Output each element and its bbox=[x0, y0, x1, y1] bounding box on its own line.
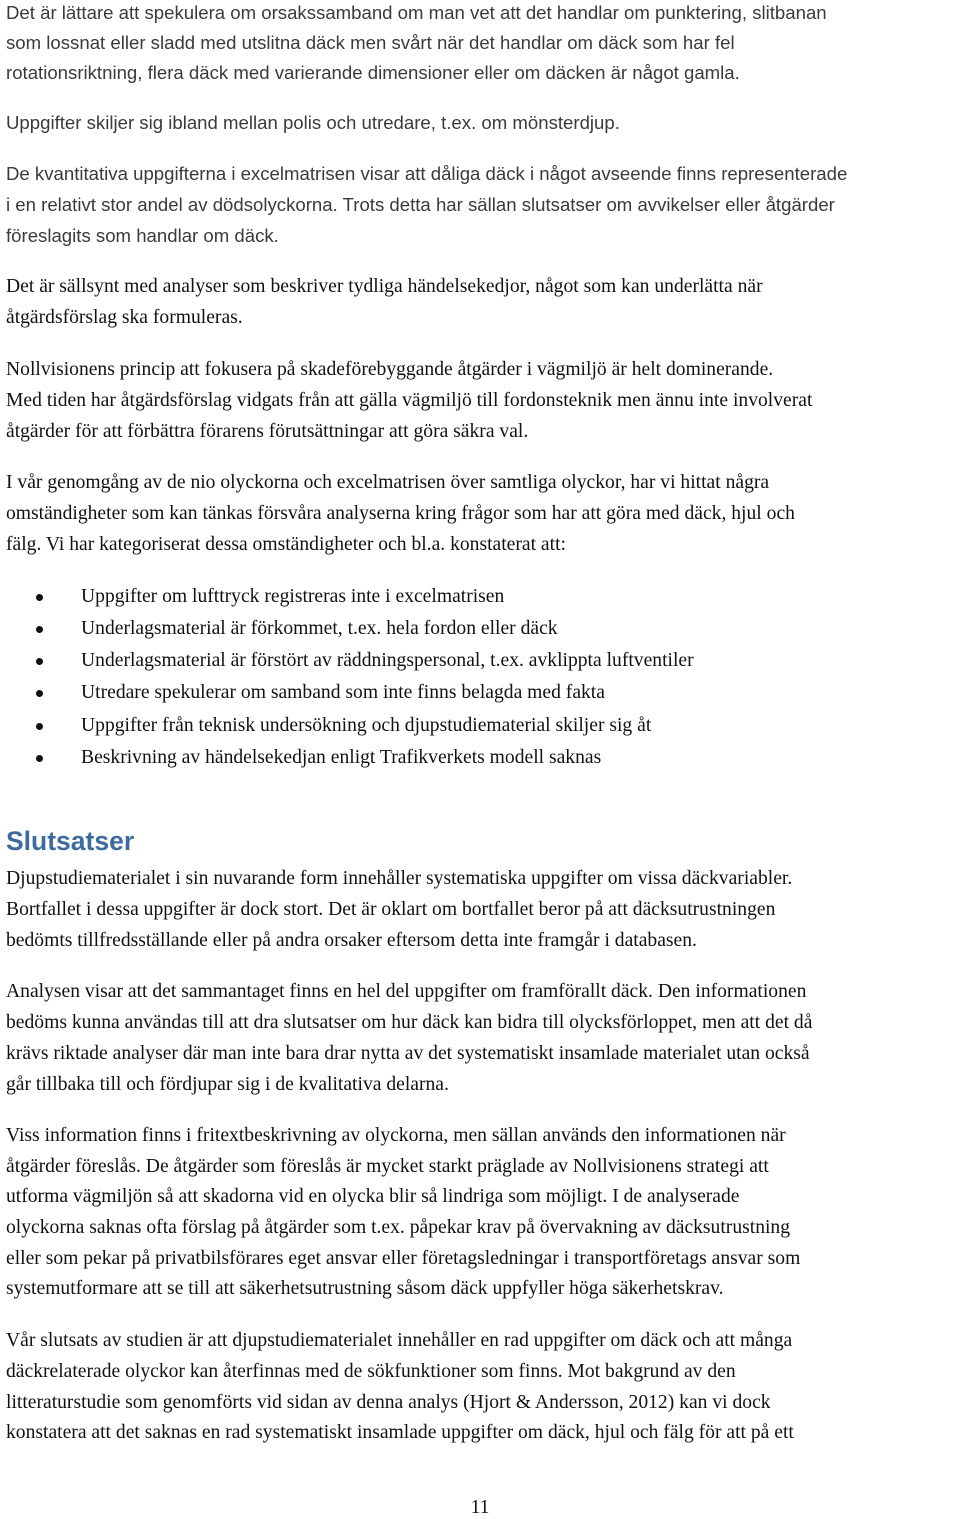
bullet-icon bbox=[36, 723, 43, 730]
body-line: I vår genomgång av de nio olyckorna och excelmatrisen över samtliga olyckor, har vi hittat några bbox=[6, 472, 770, 493]
body-line: omständigheter som kan tänkas försvåra analyserna kring frågor som har att göra med däck, hjul och bbox=[6, 503, 795, 524]
conclusion-line: konstatera att det saknas en rad systematiskt insamlade uppgifter om däck, hjul och fälg för att på ett bbox=[6, 1422, 794, 1443]
body-line: Med tiden har åtgärdsförslag vidgats från att gälla vägmiljö till fordonsteknik men ännu inte involverat bbox=[6, 390, 813, 411]
body-line: Nollvisionens princip att fokusera på skadeförebyggande åtgärder i vägmiljö är helt dominerande. bbox=[6, 359, 774, 380]
list-item-text: Utredare spekulerar om samband som inte finns belagda med fakta bbox=[81, 682, 605, 703]
intro-line: föreslagits som handlar om däck. bbox=[6, 225, 279, 246]
list-item-text: Beskrivning av händelsekedjan enligt Trafikverkets modell saknas bbox=[81, 747, 602, 768]
conclusion-line: däckrelaterade olyckor kan återfinnas med de sökfunktioner som finns. Mot bakgrund av den bbox=[6, 1361, 736, 1382]
conclusion-line: eller som pekar på privatbilsförares eget ansvar eller företagsledningar i transportföretags ansvar som bbox=[6, 1248, 801, 1269]
conclusion-line: bedömts tillfredsställande eller på andra orsaker eftersom detta inte framgår i databasen. bbox=[6, 930, 697, 951]
conclusion-line: bedöms kunna användas till att dra slutsatser om hur däck kan bidra till olycksförloppet, men att det då bbox=[6, 1012, 813, 1033]
conclusion-line: utforma vägmiljön så att skadorna vid en olycka blir så lindriga som möjligt. I de analyserade bbox=[6, 1186, 740, 1207]
conclusion-line: Bortfallet i dessa uppgifter är dock stort. Det är oklart om bortfallet beror på att däcksutrustningen bbox=[6, 899, 776, 920]
conclusion-line: åtgärder föreslås. De åtgärder som föreslås är mycket starkt präglade av Nollvisionens strategi att bbox=[6, 1156, 769, 1177]
bullet-icon bbox=[36, 658, 43, 665]
list-item-text: Underlagsmaterial är förkommet, t.ex. hela fordon eller däck bbox=[81, 618, 558, 639]
list-item-text: Uppgifter från teknisk undersökning och djupstudiematerial skiljer sig åt bbox=[81, 715, 652, 736]
intro-line: i en relativt stor andel av dödsolyckorna. Trots detta har sällan slutsatser om avvikelser eller åtgärder bbox=[6, 194, 835, 215]
bullet-icon bbox=[36, 755, 43, 762]
intro-line: som lossnat eller sladd med utslitna däck men svårt när det handlar om däck som har fel bbox=[6, 32, 735, 53]
conclusion-line: Vår slutsats av studien är att djupstudiematerialet innehåller en rad uppgifter om däck och att många bbox=[6, 1330, 793, 1351]
conclusion-line: Viss information finns i fritextbeskrivning av olyckorna, men sällan används den informationen när bbox=[6, 1125, 786, 1146]
body-line: åtgärder för att förbättra förarens förutsättningar att göra säkra val. bbox=[6, 421, 529, 442]
section-heading: Slutsatser bbox=[6, 826, 135, 856]
conclusion-line: Djupstudiematerialet i sin nuvarande form innehåller systematiska uppgifter om vissa däckvariabler. bbox=[6, 868, 793, 889]
conclusion-line: Analysen visar att det sammantaget finns en hel del uppgifter om framförallt däck. Den informationen bbox=[6, 981, 807, 1002]
bullet-icon bbox=[36, 594, 43, 601]
intro-line: Det är lättare att spekulera om orsakssamband om man vet att det handlar om punktering, slitbanan bbox=[6, 2, 827, 23]
intro-line: De kvantitativa uppgifterna i excelmatrisen visar att dåliga däck i något avseende finns representerade bbox=[6, 163, 848, 184]
bullet-icon bbox=[36, 626, 43, 633]
conclusion-line: går tillbaka till och fördjupar sig i de kvalitativa delarna. bbox=[6, 1074, 449, 1095]
intro-line: Uppgifter skiljer sig ibland mellan polis och utredare, t.ex. om mönsterdjup. bbox=[6, 112, 620, 133]
conclusion-line: olyckorna saknas ofta förslag på åtgärder som t.ex. påpekar krav på övervakning av däcksutrustning bbox=[6, 1217, 791, 1238]
conclusion-line: krävs riktade analyser där man inte bara drar nytta av det systematiskt insamlade materialet utan också bbox=[6, 1043, 810, 1064]
conclusion-line: litteraturstudie som genomförts vid sidan av denna analys (Hjort & Andersson, 2012) kan vi dock bbox=[6, 1392, 771, 1413]
body-line: åtgärdsförslag ska formuleras. bbox=[6, 307, 243, 328]
list-item-text: Uppgifter om lufttryck registreras inte i excelmatrisen bbox=[81, 586, 505, 607]
list-item-text: Underlagsmaterial är förstört av räddningspersonal, t.ex. avklippta luftventiler bbox=[81, 650, 694, 671]
body-line: Det är sällsynt med analyser som beskriver tydliga händelsekedjor, något som kan underlätta när bbox=[6, 276, 763, 297]
body-line: fälg. Vi har kategoriserat dessa omständigheter och bl.a. konstaterat att: bbox=[6, 534, 566, 555]
conclusion-line: systemutformare att se till att säkerhetsutrustning såsom däck uppfyller höga säkerhetskrav. bbox=[6, 1278, 724, 1299]
intro-line: rotationsriktning, flera däck med varierande dimensioner eller om däcken är något gamla. bbox=[6, 62, 740, 83]
page-number: 11 bbox=[470, 1497, 490, 1518]
bullet-icon bbox=[36, 690, 43, 697]
